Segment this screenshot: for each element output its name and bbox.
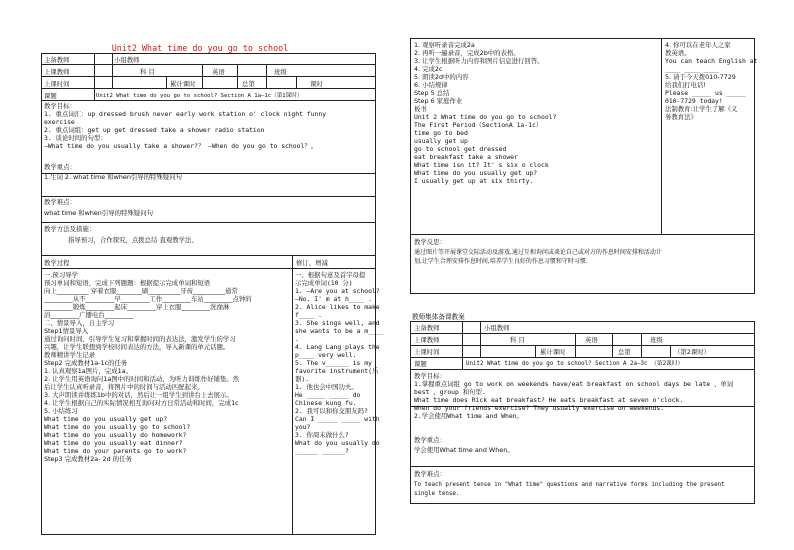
middle-lines: [414, 41, 556, 185]
middle-line: time go to bed: [414, 129, 468, 137]
process-line: Step1情景导入: [44, 327, 89, 335]
rp-group-teacher-label: 小组教师: [484, 324, 510, 332]
reflection-line: 划,让学生合理安排作息时间,培养学生良好的作息习惯和守时习惯.: [414, 258, 588, 265]
process-line: Step3 完成教材2a- 2d 的任务: [44, 455, 132, 463]
middle-line: 板书: [414, 105, 427, 113]
rp-topic-label: 课题: [414, 360, 427, 368]
methods-content: 指导预习，合作探究，点拨总结 直观教学法、: [68, 236, 198, 244]
objective-line: 1. 重点词汇：up dressed brush never early work station o' clock night funny: [44, 110, 327, 118]
lead-teacher-label: 主备教师: [44, 56, 70, 64]
rp-subject-value: 英语: [585, 336, 598, 344]
rp-cumulative-label: 累计课时: [540, 348, 566, 356]
middle-right-line: 教英语。: [665, 49, 691, 57]
revise-line: 2. Alice likes to make: [295, 303, 380, 311]
revise-line: f____ .: [295, 311, 322, 319]
middle-line: 1. 观察听录音完成2a: [414, 41, 475, 49]
process-line: 4. 让学生根据自己的实际情况相互询问对方日常活动和时间，完成1c: [44, 399, 239, 407]
revise-line: 器).: [295, 375, 310, 383]
rp-total-label: 总第: [618, 348, 631, 356]
middle-line: Step 6 家庭作业: [414, 97, 463, 105]
process-line: What time do your parents go to work?: [44, 447, 187, 455]
process-line: 3. 大声朗读并练练1b中的对话，然后让一组学生到讲台上去展示。: [44, 391, 233, 399]
objective-line: exercise: [44, 118, 75, 126]
revise-line: 1. 他也会中国功夫。: [295, 383, 358, 391]
rp-difficulties-heading: 教学难点：: [414, 470, 446, 478]
rp-objectives: [414, 372, 733, 420]
middle-right-lines: [665, 41, 757, 121]
process-line: _________锻炼_________起床_________穿上衣服_________洗澡淋: [44, 303, 230, 311]
rp-objectives-heading: 教学目标：: [414, 372, 446, 380]
group-teacher-label: 小组教师: [114, 56, 140, 64]
middle-line: 2. 再听一遍录音，完成2b中的表格。: [414, 49, 520, 57]
middle-line: 4. 完成2c: [414, 65, 443, 73]
middle-right-line: 给我们打电话!: [665, 81, 706, 89]
topic-value: Unit2 What time do you go to school? Section A 1a—1c（第1课时）: [96, 93, 303, 99]
middle-right-line: 法制教育:让学生了解《义: [665, 105, 738, 113]
revise-line: .: [295, 335, 299, 343]
rp-teach-teacher-label: 上课教师: [414, 336, 440, 344]
rp-lead-teacher-label: 主备教师: [414, 324, 440, 332]
rp-objective-line: When do your friends exercise? They usually exercise on weekends.: [414, 404, 665, 412]
middle-line: What time isn it? It' s six o clock: [414, 161, 549, 169]
revise-line: 1. —Are you at school?: [295, 287, 380, 295]
revise-line: 2. 我可以和你交朋友吗?: [295, 407, 368, 415]
middle-line: 6. 小结规律: [414, 81, 448, 89]
middle-line: Step 5 总结: [414, 89, 450, 97]
middle-line: usually get up: [414, 137, 468, 145]
process-line: 向上__________ 穿着衣服________刷__________牙齿__________通常: [44, 287, 238, 295]
middle-line: eat breakfast take a shower: [414, 153, 518, 161]
subject-label: 科 目: [140, 68, 155, 76]
topic-label: 课题: [44, 92, 57, 100]
revise-line: 一、根据句意及首字母提: [295, 271, 366, 279]
objective-line: 2. 重点词组：get up get dressed take a shower radio station: [44, 126, 265, 134]
left-objectives: [44, 102, 326, 150]
difficulties-content: what time 和when引导的特殊疑问句: [44, 209, 153, 217]
reflection-line: 通过图片等开展课堂交际活动及游戏,通过互相询问或谈论自己或对方的作息时间安排和活动计: [414, 249, 662, 256]
objective-line: —What time do you usually take a shower?？ —When do you go to school？。: [44, 142, 318, 150]
revise-line: you?: [295, 423, 311, 431]
revise-heading: 修订、增减: [296, 259, 328, 267]
middle-line: I usually get up at six thirty.: [414, 177, 534, 185]
revise-lines: [295, 271, 384, 455]
subject-value: 英语: [212, 68, 225, 76]
middle-right-line: You can teach English at: [665, 57, 758, 65]
rp-subject-label: 科 目: [510, 336, 525, 344]
revise-line: 5. The v______ is my: [295, 359, 372, 367]
middle-line: What time do you usually get up?: [414, 169, 538, 177]
methods-heading: 教学方法及措施：: [44, 225, 96, 233]
revise-line: 4. Lang Lang plays the: [295, 343, 380, 351]
middle-line: The First Period（SectionA 1a-1c）: [414, 121, 543, 129]
rp-key-points-heading: 教学重点：: [414, 436, 446, 444]
middle-right-line: 务教育法》: [665, 113, 697, 121]
rp-period-label: （第2课时）: [674, 348, 711, 356]
middle-right-line: 010-7729 today!: [665, 97, 723, 105]
rp-objective-line: 1.掌握重点词组 go to work on weekends have/eat breakfast on school days be late 、单词: [414, 380, 734, 388]
middle-line: 5. 朗读2d中的内容: [414, 73, 469, 81]
rp-objective-line: best 、group 和句型.: [414, 388, 486, 396]
revise-line: —No. I' m at h____ .: [295, 295, 372, 303]
teach-teacher-label: 上课教师: [44, 68, 70, 76]
revise-line: Chinese kung fu.: [295, 399, 357, 407]
process-line: 二、情景导入，自主学习: [44, 319, 115, 327]
process-line: What time do you usually go to school?: [44, 423, 191, 431]
process-heading: 教学过程: [44, 259, 70, 267]
period-label: 课时: [310, 80, 323, 88]
rp-key-points-content: 学会使用What time and When。: [414, 446, 514, 454]
rp-objective-line: 2.学会使用What time and When。: [414, 412, 523, 420]
difficulties-heading: 教学难点：: [44, 198, 76, 206]
middle-line: go to school get dressed: [414, 145, 507, 153]
revise-line: What do you usually do: [295, 439, 380, 447]
objective-line: 3. 谈论时间的句型：: [44, 134, 107, 142]
left-page-title: Unit2 What time do you go to school: [111, 43, 289, 53]
rp-objective-line: What time does Rick eat breakfast? He eats breakfast at seven o'clock.: [414, 396, 684, 404]
revise-line: p____ very well.: [295, 351, 357, 359]
process-line: 预习单词和短语，完成下列题题：根据提示完成单词和短语: [44, 279, 211, 287]
revise-line: ______ ______?: [295, 447, 349, 455]
lesson-time-label: 上课时间: [44, 80, 70, 88]
revise-line: 3. 你周末做什么?: [295, 431, 349, 439]
middle-right-line: 5. 请于今天拨010-7729: [665, 73, 736, 81]
process-lines: [44, 271, 252, 463]
revise-line: 3. She sings well, and: [295, 319, 380, 327]
process-line: What time do you usually get up?: [44, 415, 168, 423]
process-line: 1. 认真观察1a图片，完成1a。: [44, 367, 132, 375]
key-points-heading: 教学重点：: [44, 163, 76, 171]
process-line: 后让学生认真听录音，将图片中的时间与活动匹配起来。: [44, 383, 204, 391]
class-label: 班级: [274, 68, 287, 76]
key-points-content: 1.生词 2. what time 和when引导的特殊疑问句: [44, 173, 183, 181]
rp-topic-value: Unit2 What time do you go to school? Section A 2a—3c （第2课时）: [466, 361, 684, 367]
revise-line: she wants to be a m____: [295, 327, 384, 335]
objectives-heading: 教学目标：: [44, 102, 76, 110]
middle-right-line: 4. 你可以在老年人之家: [665, 41, 731, 49]
revise-line: favorite instrument(乐: [295, 367, 379, 375]
total-label: 总第: [242, 80, 255, 88]
revise-line: Can I _____ _____ with: [295, 415, 380, 423]
process-line: 教师精讲学生记录: [44, 351, 96, 359]
rp-difficulties-line: single tense.: [414, 491, 460, 497]
process-line: 兴趣，让学生联想到学校时间表达的方法，导入新课的单元话题。: [44, 343, 230, 351]
process-line: 一.预习导学: [44, 271, 78, 279]
process-line: 浴_________广播电台_________: [44, 311, 134, 319]
process-line: 2. 让学生用英语询问1a图中的时间和活动，为听力训练作好铺垫。然: [44, 375, 240, 383]
process-line: What time do you usually eat dinner?: [44, 439, 183, 447]
revise-line: 示完成单词(10 分): [295, 279, 353, 287]
right-page-title: 教师集体备课教案: [412, 313, 465, 321]
middle-line: 3. 让学生根据听力内容和图片信息进行回答。: [414, 57, 544, 65]
revise-line: He _____ _____ do: [295, 391, 361, 399]
process-line: What time do you usually do homework?: [44, 431, 187, 439]
rp-difficulties-line: To teach present tense in "What time" questions and narrative forms including the present: [414, 482, 725, 488]
cumulative-label: 累计课时: [170, 80, 196, 88]
middle-line: Unit 2 What time do you go to school?: [414, 113, 557, 121]
middle-right-line: Please _____ us _____: [665, 89, 746, 97]
process-line: 5. 小结练习: [44, 407, 78, 415]
middle-right-line: ____ ____ ____: [665, 65, 719, 73]
process-line: Step2 完成教材1a-1c的任务: [44, 359, 128, 367]
reflection-heading: 教学反思：: [414, 238, 446, 246]
rp-lesson-time-label: 上课时间: [414, 348, 440, 356]
rp-class-label: 班级: [650, 336, 663, 344]
process-line: _________从不_________早_________工作_________车站_________点钟的: [44, 295, 252, 303]
process-line: 通过询问时间，引导学生复习和掌握时间的表达法，激发学生的学习: [44, 335, 236, 343]
